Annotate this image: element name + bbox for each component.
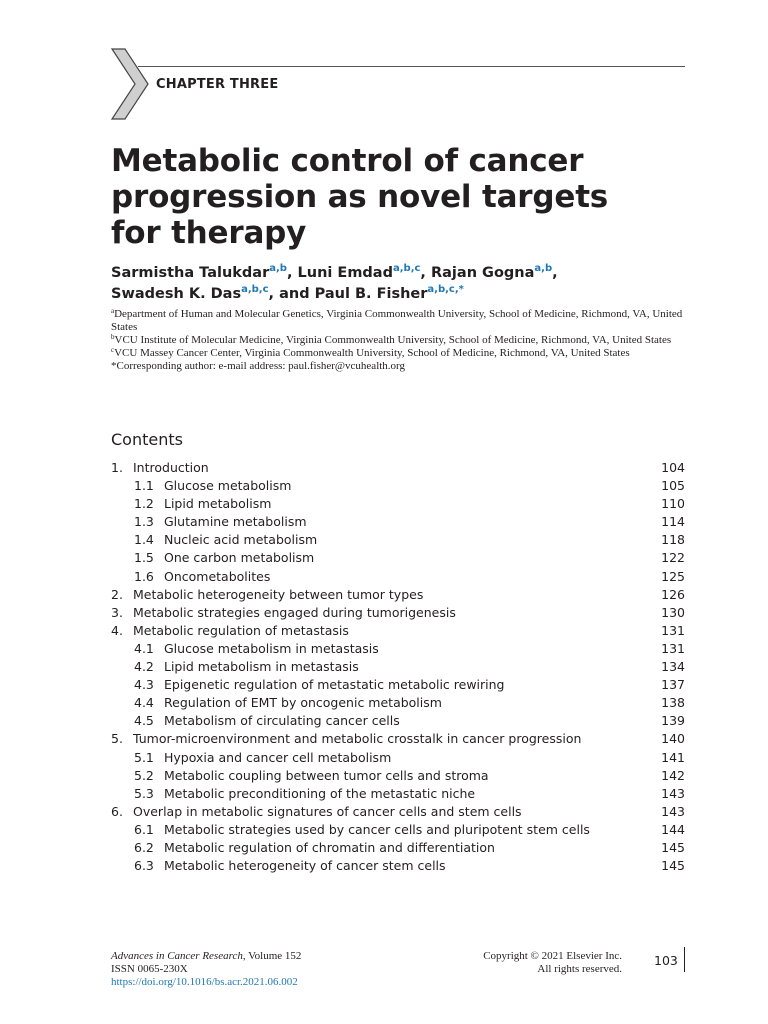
toc-entry-page: 139 <box>661 713 685 729</box>
toc-entry-number: 4.3 <box>134 677 154 693</box>
toc-entry-page: 141 <box>661 749 685 765</box>
toc-entry-page: 131 <box>661 640 685 656</box>
contents-heading: Contents <box>111 430 183 449</box>
toc-entry-number: 3. <box>111 604 123 620</box>
toc-entry[interactable] <box>111 767 685 785</box>
toc-entry-page: 125 <box>661 568 685 584</box>
affiliation <box>111 308 691 334</box>
toc-entry-title: Overlap in metabolic signatures of cancer cells and stem cells <box>133 803 522 819</box>
author-name: Luni Emdad <box>297 265 393 281</box>
toc-entry[interactable] <box>111 749 685 767</box>
toc-entry-number: 4.1 <box>134 640 154 656</box>
toc-entry-number: 4.5 <box>134 713 154 729</box>
toc-entry-number: 4. <box>111 622 123 638</box>
toc-entry-page: 142 <box>661 767 685 783</box>
toc-entry-number: 5.3 <box>134 785 154 801</box>
journal-volume: , Volume 152 <box>242 950 302 962</box>
chapter-label: CHAPTER THREE <box>156 77 279 92</box>
toc-entry-title: Metabolic strategies used by cancer cells and pluripotent stem cells <box>164 821 590 837</box>
affiliation-mark: c <box>111 346 115 354</box>
toc-entry-page: 114 <box>661 514 685 530</box>
toc-entry-number: 6.2 <box>134 839 154 855</box>
title-line: for therapy <box>111 215 307 251</box>
toc-entry[interactable] <box>111 549 685 567</box>
toc-entry-title: Glutamine metabolism <box>164 514 307 530</box>
toc-entry-number: 6. <box>111 803 123 819</box>
author-affiliation-mark: a,b,c <box>392 263 421 274</box>
toc-entry-page: 130 <box>661 604 685 620</box>
footer-copyright <box>430 950 622 976</box>
author-affiliation-mark: a,b,c,* <box>427 284 464 295</box>
toc-entry-number: 1.2 <box>134 496 154 512</box>
toc-entry[interactable] <box>111 821 685 839</box>
affiliation <box>111 334 691 347</box>
toc-entry[interactable] <box>111 857 685 875</box>
toc-entry-page: 143 <box>661 785 685 801</box>
toc-entry-page: 140 <box>661 731 685 747</box>
toc-entry[interactable] <box>111 513 685 531</box>
toc-entry-page: 145 <box>661 839 685 855</box>
journal-name: Advances in Cancer Research <box>111 950 243 962</box>
title-line: progression as novel targets <box>111 179 609 215</box>
toc-entry-number: 6.1 <box>134 821 154 837</box>
toc-entry-title: Metabolic preconditioning of the metastatic niche <box>164 785 476 801</box>
toc-entry-page: 122 <box>661 550 685 566</box>
toc-entry[interactable] <box>111 531 685 549</box>
toc-entry-page: 104 <box>661 460 685 475</box>
table-of-contents <box>111 459 685 875</box>
toc-entry-title: Tumor-microenvironment and metabolic crosstalk in cancer progression <box>133 731 582 747</box>
toc-entry-number: 2. <box>111 586 123 602</box>
author-name: Sarmistha Talukdar <box>111 265 270 281</box>
affiliation <box>111 347 691 360</box>
toc-entry-number: 6.3 <box>134 858 154 874</box>
affiliation-text: Department of Human and Molecular Genetics, Virginia Commonwealth University, School of Medicine, Richmond, VA, United States <box>111 308 683 333</box>
title-line: Metabolic control of cancer <box>111 143 584 179</box>
toc-entry-page: 138 <box>661 695 685 711</box>
toc-entry-title: Metabolism of circulating cancer cells <box>164 713 400 729</box>
toc-entry[interactable] <box>111 586 685 604</box>
corresponding-author <box>111 360 691 373</box>
toc-entry-number: 1.6 <box>134 568 154 584</box>
toc-entry[interactable] <box>111 694 685 712</box>
author-separator: , <box>420 265 431 281</box>
page-number: 103 <box>654 953 678 968</box>
author-affiliation-mark: a,b <box>269 263 287 274</box>
toc-entry-title: Glucose metabolism in metastasis <box>164 640 379 656</box>
toc-entry[interactable] <box>111 477 685 495</box>
toc-entry-number: 5.2 <box>134 767 154 783</box>
toc-entry[interactable] <box>111 676 685 694</box>
toc-entry[interactable] <box>111 712 685 730</box>
toc-entry-number: 5. <box>111 731 123 747</box>
toc-entry[interactable] <box>111 658 685 676</box>
author-affiliation-mark: a,b,c <box>241 284 269 295</box>
toc-entry-number: 1. <box>111 460 123 475</box>
toc-entry[interactable] <box>111 622 685 640</box>
toc-entry-page: 110 <box>661 496 685 512</box>
toc-entry-page: 144 <box>661 821 685 837</box>
toc-entry-number: 4.4 <box>134 695 154 711</box>
toc-entry-number: 1.3 <box>134 514 154 530</box>
issn: ISSN 0065-230X <box>111 963 188 975</box>
chapter-title <box>111 143 671 251</box>
chapter-rule <box>138 66 685 67</box>
toc-entry-title: Introduction <box>133 460 209 475</box>
doi-link[interactable]: https://doi.org/10.1016/bs.acr.2021.06.002 <box>111 976 298 988</box>
toc-entry-title: Regulation of EMT by oncogenic metabolism <box>164 695 442 711</box>
rights-text: All rights reserved. <box>537 963 622 975</box>
affiliation-mark: a <box>111 307 115 315</box>
toc-entry-title: Metabolic heterogeneity of cancer stem cells <box>164 858 446 874</box>
affiliation-text: VCU Institute of Molecular Medicine, Virginia Commonwealth University, School of Medicine, Richmond, VA, United States <box>114 334 672 346</box>
copyright-text: Copyright © 2021 Elsevier Inc. <box>483 950 622 962</box>
toc-entry-title: Oncometabolites <box>164 568 271 584</box>
toc-entry[interactable] <box>111 640 685 658</box>
toc-entry[interactable] <box>111 459 685 477</box>
author-name: Swadesh K. Das <box>111 286 242 302</box>
toc-entry-title: Glucose metabolism <box>164 478 292 494</box>
author-name: Paul B. Fisher <box>314 286 428 302</box>
toc-entry-title: One carbon metabolism <box>164 550 315 566</box>
author-separator: , <box>552 265 558 281</box>
page-number-rule <box>684 947 685 972</box>
toc-entry-title: Metabolic regulation of metastasis <box>133 622 349 638</box>
toc-entry-page: 126 <box>661 586 685 602</box>
toc-entry-number: 1.5 <box>134 550 154 566</box>
toc-entry-number: 4.2 <box>134 659 154 675</box>
toc-entry-page: 143 <box>661 803 685 819</box>
toc-entry-title: Lipid metabolism in metastasis <box>164 659 359 675</box>
toc-entry-page: 105 <box>661 478 685 494</box>
author-list <box>111 263 691 305</box>
author-name: Rajan Gogna <box>430 265 535 281</box>
journal-line <box>111 950 301 963</box>
toc-entry-title: Metabolic heterogeneity between tumor types <box>133 586 424 602</box>
affiliation-list <box>111 308 691 373</box>
author-separator: , <box>286 265 298 281</box>
toc-entry-page: 134 <box>661 659 685 675</box>
toc-entry-number: 5.1 <box>134 749 154 765</box>
toc-entry-page: 145 <box>661 858 685 874</box>
author-affiliation-mark: a,b <box>534 263 553 274</box>
toc-entry-title: Nucleic acid metabolism <box>164 532 318 548</box>
affiliation-text: VCU Massey Cancer Center, Virginia Commonwealth University, School of Medicine, Richmond, VA, United States <box>114 347 630 359</box>
author-separator: , and <box>268 286 315 302</box>
toc-entry-title: Lipid metabolism <box>164 496 272 512</box>
toc-entry[interactable] <box>111 803 685 821</box>
footer-citation <box>111 950 301 989</box>
toc-entry-title: Metabolic regulation of chromatin and differentiation <box>164 839 495 855</box>
toc-entry-page: 137 <box>661 677 685 693</box>
toc-entry-title: Hypoxia and cancer cell metabolism <box>164 749 392 765</box>
toc-entry[interactable] <box>111 568 685 586</box>
toc-entry-number: 1.1 <box>134 478 154 494</box>
toc-entry[interactable] <box>111 730 685 748</box>
toc-entry[interactable] <box>111 785 685 803</box>
toc-entry-title: Metabolic strategies engaged during tumorigenesis <box>133 604 456 620</box>
toc-entry-page: 118 <box>661 532 685 548</box>
toc-entry[interactable] <box>111 495 685 513</box>
corresponding-author-text: *Corresponding author: e-mail address: paul.fisher@vcuhealth.org <box>111 360 406 372</box>
toc-entry-number: 1.4 <box>134 532 154 548</box>
toc-entry[interactable] <box>111 604 685 622</box>
toc-entry-title: Metabolic coupling between tumor cells and stroma <box>164 767 489 783</box>
toc-entry-page: 131 <box>661 622 685 638</box>
chapter-chevron-icon <box>110 48 150 120</box>
affiliation-mark: b <box>111 333 115 341</box>
toc-entry[interactable] <box>111 839 685 857</box>
toc-entry-title: Epigenetic regulation of metastatic metabolic rewiring <box>164 677 505 693</box>
